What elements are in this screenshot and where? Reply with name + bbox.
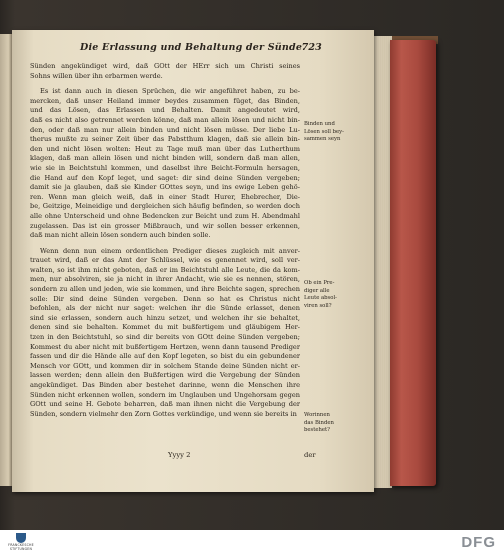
marginal-note: [304, 280, 348, 310]
header-title: Die Erlassung und Behaltung der Sünde.: [80, 42, 306, 53]
text-line: sind sie erlassen, sondern auch hinzu setzet, und welchen ihr sie behaltet,: [30, 313, 300, 322]
text-line: alle ohne Unterscheid und ohne Bedencken zur Beicht und zum H. Abendmahl: [30, 211, 300, 220]
logo-caption-2: STIFTUNGEN: [9, 547, 33, 551]
text-line: sondern zu allen und jeden, wie sie kommen, und ihre Beichte sagen, sprechen: [30, 285, 300, 294]
text-line: klagen, daß man allein lösen und nicht binden will, sondern daß man allen,: [30, 154, 300, 163]
marginal-note: [304, 412, 348, 435]
text-line: daß man nicht allein lösen sondern auch binden solle.: [30, 231, 211, 240]
dfg-logo: DFG: [461, 534, 496, 551]
paragraph: [30, 62, 300, 81]
marginal-note-line: diger alle: [304, 287, 330, 294]
text-line: und das Lösen, das Erlassen und Behalten. Damit angedeutet wird,: [30, 106, 300, 115]
marginal-note-line: Worinnen: [304, 412, 330, 418]
text-line: Es ist dann auch in diesen Sprüchen, die wir angeführet haben, zu be-: [40, 87, 300, 96]
text-line: solle: Dir sind deine Sünden vergeben. Denn so hat es Christus nicht: [30, 294, 300, 303]
text-line: tzen in den Beichtstuhl, so sind dir bereits von GOtt deine Sünden vergeben;: [30, 333, 300, 342]
text-block: [30, 62, 300, 425]
facing-page-edge: [0, 34, 12, 486]
text-line: Kommest du aber nicht mit bußfertigem Hertzen, wenn dann tausend Prediger: [30, 342, 300, 351]
text-line: damit sie ja glauben, daß sie Kinder GOttes seyn, und ins ewige Leben gehö-: [30, 183, 300, 192]
text-line: Wenn denn nun einem ordentlichen Prediger dieses zugleich mit anver-: [40, 246, 300, 255]
text-line: GOtt und seine H. Gebote beharren, daß man ihnen nicht die Vergebung der: [30, 400, 300, 409]
book-cover: [390, 40, 436, 486]
marginal-note: [304, 121, 348, 144]
signature-mark: Yyyy 2: [168, 451, 191, 459]
text-line: denen sind sie behalten. Kommet du mit bußfertigem und gläubigem Her-: [30, 323, 300, 332]
book-page: [12, 30, 374, 492]
text-line: daß es nicht also getrennet werden könne, daß man allein lösen und nicht bin-: [30, 115, 300, 124]
text-line: Sünden, sondern vielmehr den Zorn Gottes verkündige, und wenn sie bereits in: [30, 409, 297, 418]
text-line: Mensch vor GOtt, und kommen dir in solchem Stande deine Sünden nicht er-: [30, 361, 300, 370]
marginal-note-line: Ob ein Pre-: [304, 280, 335, 286]
text-line: walten, so ist ihm nicht geboten, daß er im Beichtstuhl alle Leute, die da kom-: [30, 265, 300, 274]
logo-caption-1: FRANCKESCHE: [8, 543, 34, 547]
text-line: ren. Wenn man gleich weiß, daß in einer Stadt Hurer, Ehebrecher, Die-: [30, 192, 300, 201]
text-line: men, nur absolviren, sie ja nicht in ihrer Andacht, wie sie es nennen, stören,: [30, 275, 300, 284]
marginal-note-line: Lösen soll bey-: [304, 128, 344, 135]
catchword: der: [304, 451, 316, 459]
text-line: den, oder daß man nur allein binden und nicht lösen müsse. Der liebe Lu-: [30, 125, 300, 134]
text-line: therus mußte zu seiner Zeit über das Pabstthum klagen, daß sie allein bin-: [30, 135, 300, 144]
page-number: 723: [301, 42, 322, 53]
text-line: angekündiget. Das Binden aber bestehet darinne, wenn die Menschen ihre: [30, 381, 300, 389]
marginal-note-line: Binden und: [304, 121, 335, 127]
text-line: lassen werden; denn allein den Bußfertigen wird die Vergebung der Sünden: [30, 371, 300, 380]
francke-logo: [6, 533, 36, 553]
text-line: wie sie in Beichtstuhl kommen, und daselbst ihre Beicht-Formuln hersagen,: [30, 163, 300, 172]
text-line: die Hand auf den Kopf leget, und saget: dir sind deine Sünden vergeben;: [30, 173, 300, 182]
marginal-note-line: bestehet?: [304, 427, 331, 434]
paragraph: [30, 87, 300, 241]
text-line: zugelassen. Das ist ein grosser Mißbrauch, und wir sollen besser erkennen,: [30, 221, 300, 230]
marginal-note-line: viren soll?: [304, 302, 332, 309]
text-line: befohlen, als der nicht nur saget: welchen ihr die Sünde erlasset, denen: [30, 304, 300, 313]
text-line: trauet wird, daß er das Amt der Schlüssel, wie es genennet wird, soll ver-: [30, 256, 300, 265]
text-line: den und nicht lösen wolten: Heut zu Tage muß man über das Lutherthum: [30, 144, 300, 153]
paragraph: [30, 247, 300, 420]
text-line: be, Geitzige, Meineidige und dergleichen sich häufig befinden, so werden doch: [30, 202, 300, 211]
text-line: Sünden angekündiget wird, daß GOtt der HErr sich um Christi seines: [30, 62, 300, 70]
marginal-note-line: Leute absol-: [304, 295, 337, 302]
text-line: fassen und dir die Hände alle auf den Kopf legeten, so bist du ein gebundener: [30, 352, 300, 361]
marginal-note-line: das Binden: [304, 419, 334, 426]
footer-bar: [0, 530, 504, 556]
text-line: Sohns willen über ihn erbarmen werde.: [30, 71, 163, 80]
marginal-note-line: sammen seyn: [304, 136, 341, 143]
text-line: mercken, daß unser Heiland immer beydes zusammen füget, das Binden,: [30, 96, 300, 105]
text-line: Sünden nicht erkennen wollen, sondern im Unglauben und Ungehorsam gegen: [30, 390, 300, 399]
shield-icon: [16, 533, 26, 543]
